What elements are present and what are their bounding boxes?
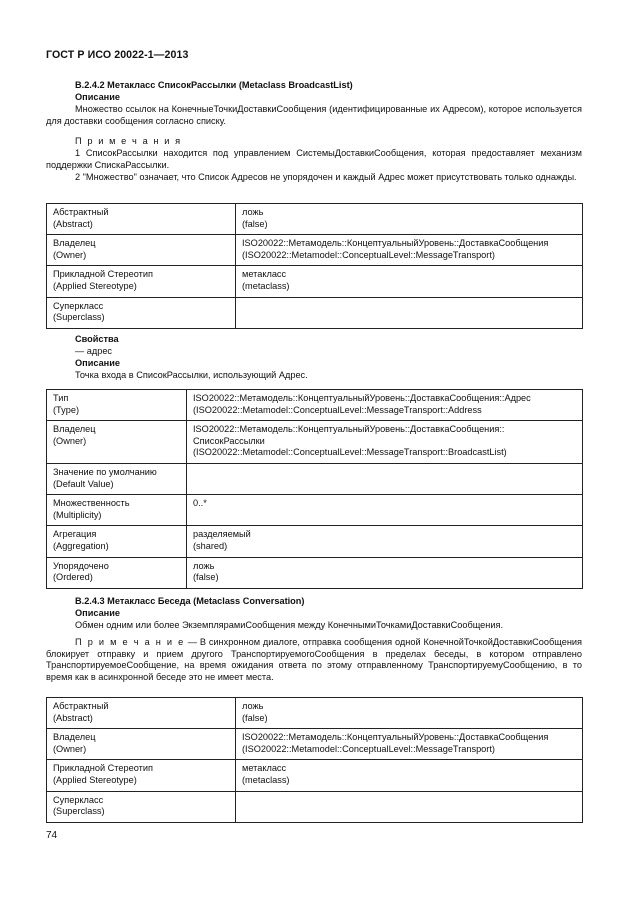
value-line: 0..*: [193, 498, 207, 509]
table-row: [47, 526, 583, 557]
value-line: (ISO20022::Metamodel::ConceptualLevel::MessageTransport::Address: [193, 404, 482, 415]
value-line: разделяемый: [193, 529, 251, 540]
table-cell-key: [47, 698, 236, 729]
conversation-note: [46, 637, 582, 683]
table-cell-value: [236, 729, 583, 760]
address-properties-table: [46, 389, 583, 589]
table-cell-key: [47, 729, 236, 760]
section-title-broadcastlist: B.2.4.2 Метакласс СписокРассылки (Metaclass BroadcastList): [75, 80, 353, 90]
value-line: СписокРассылки: [193, 435, 265, 446]
property-address: — адрес: [75, 346, 113, 356]
table-cell-key: [47, 760, 236, 791]
table-cell-value: [236, 297, 583, 328]
key-en: (Type): [53, 404, 80, 415]
properties-heading: Свойства: [75, 334, 119, 344]
table-cell-key: [47, 557, 187, 588]
table-cell-value: [236, 266, 583, 297]
table-row: [47, 729, 583, 760]
value-en: (false): [242, 218, 268, 229]
table-cell-value: [236, 204, 583, 235]
table-row: [47, 390, 583, 421]
value-line: ложь: [193, 560, 215, 571]
key-ru: Агрегация: [53, 529, 97, 540]
value-ru: метакласс: [242, 269, 287, 280]
note-text: — В синхронном диалоге, отправка сообщения одной КонечнойТочкойДоставкиСообщения блокирует отправку и прием другого ТранспортируемогоСообщения в пределах беседы, в котором отправлено ТранспортируемоеСообщение, на время ожидания ответа по этому отправленному ТранспортируемуСообщению, в то время как в асинхронной беседе это не имеет места.: [46, 637, 582, 682]
value-line: (shared): [193, 540, 228, 551]
key-ru: Владелец: [53, 238, 96, 249]
value-en: (false): [242, 712, 268, 723]
value-line: ISO20022::Метамодель::КонцептуальныйУровень::ДоставкаСообщения::Адрес: [193, 393, 531, 403]
table-cell-value: [187, 526, 583, 557]
key-en: (Ordered): [53, 572, 93, 583]
table-row: [47, 698, 583, 729]
table-cell-value: [236, 791, 583, 822]
table-row: [47, 204, 583, 235]
key-en: (Superclass): [53, 312, 105, 323]
table-cell-key: [47, 390, 187, 421]
table-cell-key: [47, 421, 187, 464]
table-row: [47, 297, 583, 328]
key-ru: Владелец: [53, 424, 96, 435]
note-1: 1 СписокРассылки находится под управлением СистемыДоставкиСообщения, которая предоставляет механизм поддержки СпискаРассылки.: [46, 148, 582, 170]
page-number: 74: [46, 830, 58, 841]
table-row: [47, 495, 583, 526]
value-ru: ложь: [242, 207, 264, 217]
table-row: [47, 760, 583, 791]
key-en: (Owner): [53, 435, 87, 446]
table-cell-value: [187, 495, 583, 526]
value-line: (false): [193, 572, 219, 583]
table-row: [47, 235, 583, 266]
table-cell-value: [187, 421, 583, 464]
key-en: (Owner): [53, 249, 87, 260]
value-ru: ISO20022::Метамодель::КонцептуальныйУровень::ДоставкаСообщения: [242, 238, 549, 249]
key-ru: Прикладной Стереотип: [53, 763, 153, 774]
description-text: Точка входа в СписокРассылки, использующий Адрес.: [75, 370, 308, 380]
value-line: (ISO20022::Metamodel::ConceptualLevel::MessageTransport::BroadcastList): [193, 447, 507, 458]
section-title-conversation: B.2.4.3 Метакласс Беседа (Metaclass Conversation): [75, 596, 305, 606]
table-cell-key: [47, 266, 236, 297]
value-ru: ISO20022::Метамодель::КонцептуальныйУровень::ДоставкаСообщения: [242, 732, 549, 743]
table-cell-value: [236, 760, 583, 791]
table-cell-value: [187, 557, 583, 588]
key-ru: Тип: [53, 393, 69, 403]
table-row: [47, 463, 583, 494]
key-ru: Абстрактный: [53, 207, 109, 217]
notes-heading: П р и м е ч а н и я: [75, 136, 182, 146]
key-en: (Default Value): [53, 478, 114, 489]
table-cell-key: [47, 791, 236, 822]
table-row: [47, 266, 583, 297]
table-row: [47, 557, 583, 588]
broadcastlist-properties-table: [46, 203, 583, 329]
table-cell-key: [47, 235, 236, 266]
key-ru: Множественность: [53, 498, 130, 509]
key-en: (Owner): [53, 743, 87, 754]
table-cell-value: [187, 463, 583, 494]
key-ru: Абстрактный: [53, 701, 109, 711]
value-line: ISO20022::Метамодель::КонцептуальныйУровень::ДоставкаСообщения::: [193, 424, 505, 435]
table-cell-key: [47, 526, 187, 557]
document-header: ГОСТ Р ИСО 20022-1—2013: [46, 49, 189, 61]
table-cell-value: [187, 390, 583, 421]
key-ru: Прикладной Стереотип: [53, 269, 153, 280]
value-en: (ISO20022::Metamodel::ConceptualLevel::MessageTransport): [242, 743, 495, 754]
value-ru: ложь: [242, 701, 264, 711]
value-ru: метакласс: [242, 763, 287, 774]
key-en: (Aggregation): [53, 540, 109, 551]
table-cell-key: [47, 463, 187, 494]
description-heading: Описание: [75, 358, 120, 368]
conversation-properties-table: [46, 697, 583, 823]
key-ru: Владелец: [53, 732, 96, 743]
key-en: (Superclass): [53, 806, 105, 817]
key-ru: Значение по умолчанию: [53, 466, 157, 477]
key-ru: Суперкласс: [53, 300, 104, 311]
value-en: (metaclass): [242, 774, 290, 785]
description-text: Обмен одним или более ЭкземплярамиСообщения между КонечнымиТочкамиДоставкиСообщения.: [75, 620, 504, 630]
key-en: (Applied Stereotype): [53, 280, 137, 291]
note-label: П р и м е ч а н и е: [75, 637, 185, 647]
note-2: 2 "Множество" означает, что Список Адресов не упорядочен и каждый Адрес может присутствовать только однажды.: [75, 172, 577, 182]
description-heading: Описание: [75, 608, 120, 618]
key-en: (Abstract): [53, 218, 93, 229]
description-text: Множество ссылок на КонечныеТочкиДоставкиСообщения (идентифицированные их Адресом), которое используется для доставки сообщения согласно списку.: [46, 104, 582, 126]
table-cell-value: [236, 698, 583, 729]
table-row: [47, 791, 583, 822]
key-en: (Multiplicity): [53, 509, 102, 520]
key-ru: Упорядочено: [53, 560, 109, 571]
table-cell-key: [47, 495, 187, 526]
table-cell-key: [47, 297, 236, 328]
table-cell-key: [47, 204, 236, 235]
table-row: [47, 421, 583, 464]
description-heading: Описание: [75, 92, 120, 102]
table-cell-value: [236, 235, 583, 266]
key-en: (Applied Stereotype): [53, 774, 137, 785]
key-ru: Суперкласс: [53, 794, 104, 805]
value-en: (metaclass): [242, 280, 290, 291]
key-en: (Abstract): [53, 712, 93, 723]
value-en: (ISO20022::Metamodel::ConceptualLevel::MessageTransport): [242, 249, 495, 260]
